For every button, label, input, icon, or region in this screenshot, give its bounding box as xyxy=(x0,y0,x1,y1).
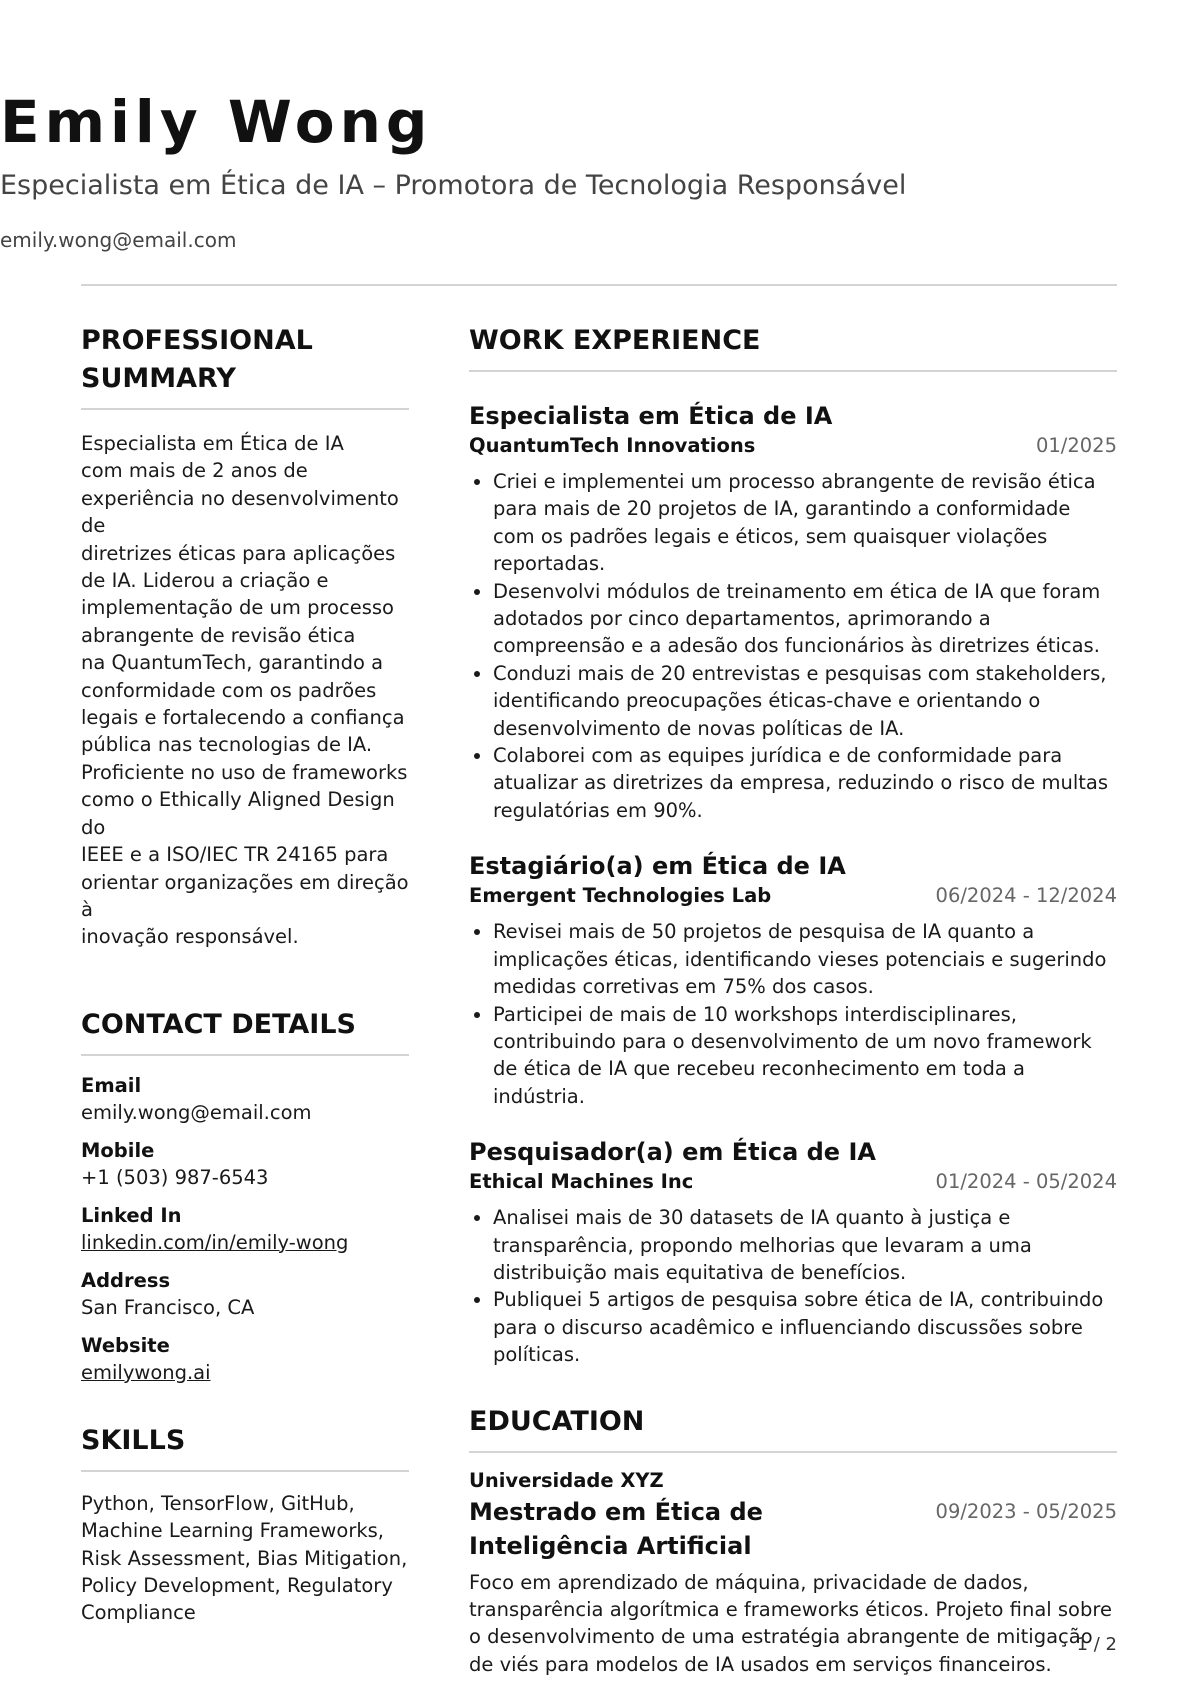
contact-address xyxy=(81,1267,409,1321)
job-bullet: • Analisei mais de 30 datasets de IA quanto à justiça e transparência, propondo melhorias que levaram a uma distribuição mais equitativa de benefícios. xyxy=(493,1204,1117,1286)
linkedin-link[interactable]: linkedin.com/in/emily-wong xyxy=(81,1230,349,1254)
contact-address-value: San Francisco, CA xyxy=(81,1295,255,1319)
job-bullets xyxy=(469,1204,1117,1368)
contact-heading: CONTACT DETAILS xyxy=(81,1006,409,1056)
right-column xyxy=(469,322,1117,1678)
job-bullet: • Colaborei com as equipes jurídica e de conformidade para atualizar as diretrizes da empresa, reduzindo o risco de multas regulatórias em 90%. xyxy=(493,742,1117,824)
website-link[interactable]: emilywong.ai xyxy=(81,1360,211,1384)
page-number: 1 / 2 xyxy=(1076,1634,1117,1655)
job-meta xyxy=(469,1168,1117,1196)
education-description: Foco em aprendizado de máquina, privacidade de dados, transparência algorítmica e frameworks éticos. Projeto final sobre o desenvolvimento de uma estratégia abrangente de mitigação de viés para modelos de IA usados em serviços financeiros. xyxy=(469,1570,1112,1676)
job-meta xyxy=(469,432,1117,460)
job-bullet: • Conduzi mais de 20 entrevistas e pesquisas com stakeholders, identificando preocupações éticas-chave e orientando o desenvolvimento de novas políticas de IA. xyxy=(493,660,1117,742)
job-company: QuantumTech Innovations xyxy=(469,434,756,457)
experience-heading: WORK EXPERIENCE xyxy=(469,322,1117,372)
contact-linkedin xyxy=(81,1202,409,1256)
job-title: Pesquisador(a) em Ética de IA xyxy=(469,1138,876,1167)
contact-label: Website xyxy=(81,1333,170,1357)
summary-section xyxy=(81,322,409,951)
job-bullets xyxy=(469,468,1117,824)
job-bullets xyxy=(469,918,1117,1110)
contact-label: Mobile xyxy=(81,1138,155,1162)
left-column xyxy=(81,322,409,1627)
contact-label: Address xyxy=(81,1268,171,1292)
summary-heading: PROFESSIONAL SUMMARY xyxy=(81,322,409,410)
degree-title: Mestrado em Ética de Inteligência Artificial xyxy=(469,1497,763,1560)
skills-heading: SKILLS xyxy=(81,1422,409,1472)
header-divider xyxy=(81,284,1117,286)
contact-website xyxy=(81,1332,409,1386)
job-date: 06/2024 - 12/2024 xyxy=(935,884,1117,908)
summary-text: Especialista em Ética de IA com mais de 2 anos de experiência no desenvolvimento de diretrizes éticas para aplicações de IA. Liderou a criação e implementação de um processo abrangente de revisão ética na QuantumTech, garantindo a conformidade com os padrões legais e fortalecendo a confiança pública nas tecnologias de IA. Proficiente no uso de frameworks como o Ethically Aligned Design do IEEE e a ISO/IEC TR 24165 para orientar organizações em direção à inovação responsável. xyxy=(81,432,409,949)
job-bullet: • Revisei mais de 50 projetos de pesquisa de IA quanto a implicações éticas, identificando vieses potenciais e sugerindo medidas corretivas em 75% dos casos. xyxy=(493,918,1117,1000)
education-section xyxy=(469,1403,1117,1679)
contact-label: Email xyxy=(81,1073,142,1097)
contact-label: Linked In xyxy=(81,1203,182,1227)
contact-mobile-value: +1 (503) 987-6543 xyxy=(81,1165,269,1189)
candidate-title: Especialista em Ética de IA – Promotora de Tecnologia Responsável xyxy=(0,170,907,201)
education-heading: EDUCATION xyxy=(469,1403,1117,1453)
school-name: Universidade XYZ xyxy=(469,1468,664,1492)
candidate-name: Emily Wong xyxy=(0,88,433,156)
degree-row xyxy=(469,1495,1117,1563)
job-bullet: • Participei de mais de 10 workshops interdisciplinares, contribuindo para o desenvolvimento de um novo framework de ética de IA que recebeu reconhecimento em toda a indústria. xyxy=(493,1001,1117,1111)
contact-section xyxy=(81,1006,409,1386)
job-meta xyxy=(469,882,1117,910)
skills-section xyxy=(81,1422,409,1627)
job-company: Emergent Technologies Lab xyxy=(469,884,772,908)
job-company: Ethical Machines Inc xyxy=(469,1170,694,1194)
job-date: 01/2025 xyxy=(1035,434,1117,457)
contact-email xyxy=(81,1072,409,1126)
job-title: Especialista em Ética de IA xyxy=(469,402,833,430)
job-bullet: • Criei e implementei um processo abrangente de revisão ética para mais de 20 projetos de IA, garantindo a conformidade com os padrões legais e éticos, sem quaisquer violações reportadas. xyxy=(493,468,1117,578)
experience-section xyxy=(469,322,1117,1369)
job-entry xyxy=(469,1136,1117,1368)
job-bullet: • Publiquei 5 artigos de pesquisa sobre ética de IA, contribuindo para o discurso acadêmico e influenciando discussões sobre políticas. xyxy=(493,1286,1117,1368)
contact-mobile xyxy=(81,1137,409,1191)
header-email[interactable]: emily.wong@email.com xyxy=(0,228,237,252)
contact-email-value[interactable]: emily.wong@email.com xyxy=(81,1100,312,1124)
skills-text: Python, TensorFlow, GitHub, Machine Learning Frameworks, Risk Assessment, Bias Mitigation, Policy Development, Regulatory Compliance xyxy=(81,1491,408,1625)
job-entry xyxy=(469,850,1117,1110)
job-bullet: • Desenvolvi módulos de treinamento em ética de IA que foram adotados por cinco departamentos, aprimorando a compreensão e a adesão dos funcionários às diretrizes éticas. xyxy=(493,578,1117,660)
degree-date: 09/2023 - 05/2025 xyxy=(935,1499,1117,1523)
job-date: 01/2024 - 05/2024 xyxy=(935,1170,1117,1194)
job-entry xyxy=(469,400,1117,824)
job-title: Estagiário(a) em Ética de IA xyxy=(469,852,846,881)
